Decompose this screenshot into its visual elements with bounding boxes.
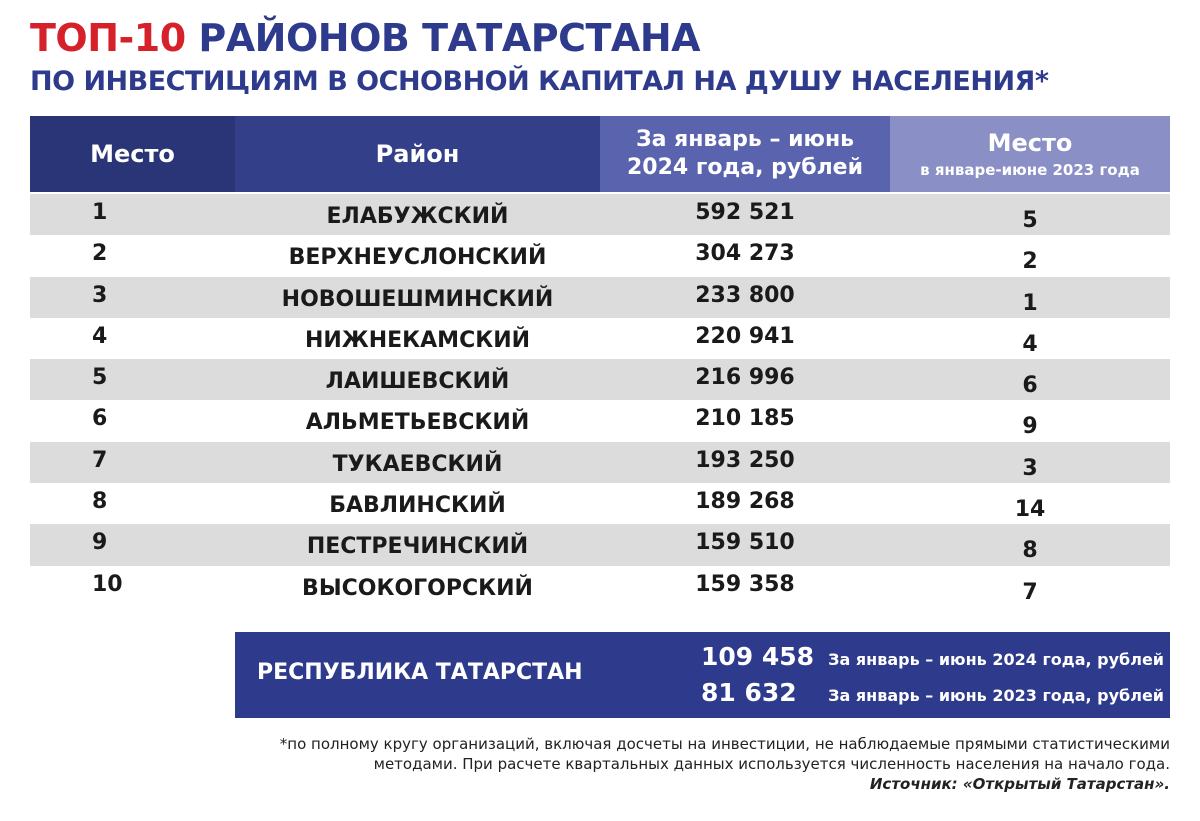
republic-summary [235,632,1170,718]
header-prev-line2: в январе-июне 2023 года [920,161,1140,179]
table-row [30,442,1170,483]
ranking-table [30,116,1170,607]
table-row [30,524,1170,565]
table-row [30,359,1170,400]
summary-label-2023: За январь – июнь 2023 года, рублей [828,686,1164,705]
cell-place: 10 [92,571,123,597]
cell-prev-place: 8 [1022,538,1038,564]
footnote-source: Источник: «Открытый Татарстан». [869,775,1170,793]
header-place [30,116,235,192]
header-value [600,116,890,192]
table-row [30,194,1170,235]
cell-prev-place: 2 [1022,249,1038,275]
cell-prev-place: 14 [1014,497,1046,523]
header-prev-place [890,116,1170,192]
table-row [30,400,1170,441]
cell-place: 6 [92,406,108,432]
cell-place: 8 [92,489,108,515]
table-body [30,194,1170,607]
cell-prev-place: 9 [1022,414,1038,440]
cell-prev-place: 7 [1022,579,1038,605]
cell-value: 233 800 [695,282,795,308]
footnote-line2: методами. При расчете квартальных данных используется численность населения на начало года. [373,755,1170,773]
header-district [235,116,600,192]
cell-place: 1 [92,200,108,225]
cell-district: ВЫСОКОГОРСКИЙ [302,575,533,601]
title-rest: РАЙОНОВ ТАТАРСТАНА [198,16,701,60]
page-subtitle: ПО ИНВЕСТИЦИЯМ В ОСНОВНОЙ КАПИТАЛ НА ДУШУ НАСЕЛЕНИЯ* [30,66,1049,97]
cell-value: 216 996 [695,365,795,391]
summary-value-2024: 109 458 [701,642,815,671]
cell-prev-place: 1 [1022,290,1038,316]
cell-value: 220 941 [695,323,795,349]
cell-value: 189 268 [695,489,795,515]
cell-place: 3 [92,282,108,308]
cell-place: 4 [92,323,108,349]
table-header [30,116,1170,192]
cell-value: 304 273 [695,241,795,267]
cell-value: 193 250 [695,447,795,473]
cell-district: ЛАИШЕВСКИЙ [325,369,510,395]
header-value-line2: 2024 года, рублей [626,155,864,180]
page-title [30,16,700,60]
cell-value: 159 510 [695,530,795,556]
cell-prev-place: 5 [1022,208,1038,233]
summary-name: РЕСПУБЛИКА ТАТАРСТАН [257,660,583,685]
cell-prev-place: 3 [1022,455,1038,481]
footnote [170,734,1170,794]
cell-district: НИЖНЕКАМСКИЙ [304,327,531,353]
header-district-label: Район [375,140,460,168]
table-row [30,277,1170,318]
cell-place: 9 [92,530,108,556]
footnote-line1: *по полному кругу организаций, включая досчеты на инвестиции, не наблюдаемые прямыми статистическими [279,735,1170,753]
cell-place: 2 [92,241,108,267]
cell-value: 592 521 [695,200,795,225]
table-row [30,235,1170,276]
header-prev-line1: Место [987,129,1073,157]
cell-place: 5 [92,365,108,391]
cell-district: ПЕСТРЕЧИНСКИЙ [306,534,529,560]
cell-prev-place: 6 [1022,373,1038,399]
cell-district: ЕЛАБУЖСКИЙ [326,204,509,229]
cell-district: НОВОШЕШМИНСКИЙ [281,286,554,312]
summary-value-2023: 81 632 [701,678,797,707]
header-place-label: Место [90,140,175,168]
summary-label-2024: За январь – июнь 2024 года, рублей [828,650,1164,669]
cell-district: БАВЛИНСКИЙ [329,493,506,519]
cell-value: 210 185 [695,406,795,432]
title-accent: ТОП-10 [30,16,186,60]
table-row [30,483,1170,524]
table-row [30,566,1170,607]
header-value-line1: За январь – июнь [635,127,855,152]
cell-value: 159 358 [695,571,795,597]
cell-district: АЛЬМЕТЬЕВСКИЙ [305,410,530,436]
cell-district: ТУКАЕВСКИЙ [332,451,503,477]
cell-prev-place: 4 [1022,331,1038,357]
table-row [30,318,1170,359]
cell-district: ВЕРХНЕУСЛОНСКИЙ [288,245,547,271]
cell-place: 7 [92,447,108,473]
